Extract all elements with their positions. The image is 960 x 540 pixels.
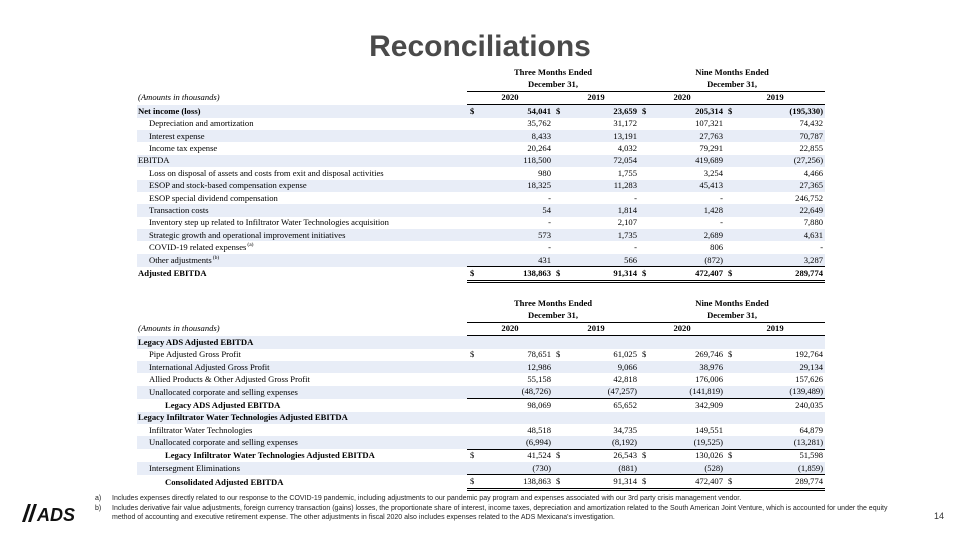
currency-symbol (639, 361, 653, 373)
value-cell: 342,909 (653, 399, 725, 412)
currency-symbol: $ (553, 267, 567, 281)
currency-symbol: $ (725, 267, 739, 281)
currency-symbol (725, 386, 739, 399)
footnote-text: Includes derivative fair value adjustments, foreign currency transaction (gains) losses, the proportionate share of interest, income taxes, depreciation and amortization related to the South American Joint Venture, which is accounted for under the equity method of accounting and executive retirement expense. The other adjustments in fiscal 2020 also includes expenses related to the ADS Mexicana's investigation. (112, 505, 888, 521)
value-cell: 79,291 (699, 143, 724, 154)
currency-symbol (553, 462, 567, 475)
row-label: Pipe Adjusted Gross Profit (149, 349, 241, 360)
value-cell: (139,489) (739, 386, 825, 399)
currency-symbol (553, 424, 567, 436)
table-row (137, 386, 825, 399)
value-cell: 18,325 (481, 180, 553, 192)
table-row (137, 229, 825, 241)
currency-symbol (725, 361, 739, 373)
amounts-note: (Amounts in thousands) (138, 323, 220, 334)
value-cell: (195,330) (739, 105, 825, 118)
value-cell: 107,321 (695, 118, 724, 129)
currency-symbol (639, 424, 653, 436)
footnote-b (95, 504, 905, 522)
value-cell: 4,466 (803, 167, 824, 178)
table-row (137, 412, 825, 424)
header-three-months: Three Months Ended (513, 297, 593, 308)
currency-symbol (725, 192, 739, 204)
currency-symbol (467, 229, 481, 241)
value-cell: 29,134 (739, 361, 825, 373)
value-cell: 61,025 (613, 349, 638, 360)
currency-symbol (467, 155, 481, 167)
value-cell: - (634, 192, 638, 203)
value-cell: (1,859) (739, 462, 825, 475)
header-year: 2020 (467, 322, 553, 335)
value-cell: 8,433 (481, 130, 553, 142)
currency-symbol (553, 217, 567, 229)
currency-symbol (553, 399, 567, 412)
value-cell (567, 336, 639, 349)
value-cell: 54,041 (481, 105, 553, 118)
value-cell: 419,689 (653, 155, 725, 167)
value-cell: (881) (567, 462, 639, 475)
currency-symbol: $ (470, 349, 475, 360)
header-year: 2019 (725, 91, 825, 104)
value-cell: - (720, 217, 724, 228)
currency-symbol (467, 130, 481, 142)
header-year: 2019 (553, 91, 639, 104)
currency-symbol (725, 373, 739, 385)
table-row (137, 180, 825, 192)
table-row (137, 204, 825, 216)
currency-symbol: $ (725, 105, 739, 118)
currency-symbol (467, 142, 481, 154)
currency-symbol (639, 118, 653, 130)
footnote-a (95, 494, 905, 503)
currency-symbol (553, 386, 567, 399)
currency-symbol (553, 254, 567, 267)
value-cell: (27,256) (739, 155, 825, 167)
row-label: Depreciation and amortization (149, 118, 254, 129)
currency-symbol (553, 192, 567, 204)
header-year: 2020 (639, 322, 725, 335)
currency-symbol (639, 254, 653, 267)
currency-symbol (639, 180, 653, 192)
currency-symbol (725, 180, 739, 192)
currency-symbol (467, 192, 481, 204)
currency-symbol (553, 180, 567, 192)
currency-symbol (467, 361, 481, 373)
value-cell: 34,735 (613, 424, 638, 435)
value-cell: 806 (710, 242, 724, 253)
currency-symbol (467, 336, 481, 349)
value-cell: 289,774 (739, 475, 825, 489)
table-row (137, 424, 825, 436)
currency-symbol (467, 399, 481, 412)
value-cell: - (820, 242, 824, 253)
currency-symbol (553, 130, 567, 142)
value-cell: 91,314 (567, 475, 639, 489)
value-cell: 289,774 (739, 267, 825, 281)
value-cell: 4,631 (739, 229, 825, 241)
currency-symbol (725, 424, 739, 436)
value-cell: 472,407 (653, 475, 725, 489)
currency-symbol (467, 204, 481, 216)
value-cell: 22,649 (739, 204, 825, 216)
currency-symbol: $ (725, 449, 739, 462)
value-cell: 27,763 (653, 130, 725, 142)
value-cell: 20,264 (527, 143, 551, 154)
table-row (137, 118, 825, 130)
footnote-ref: (b) (212, 254, 220, 261)
currency-symbol (467, 424, 481, 436)
currency-symbol: $ (467, 475, 481, 489)
value-cell: (730) (481, 462, 553, 475)
value-cell: (48,726) (481, 386, 553, 399)
currency-symbol (553, 373, 567, 385)
currency-symbol: $ (728, 349, 733, 360)
value-cell: 54 (481, 204, 553, 216)
table-row (137, 475, 825, 489)
header-period: December 31, (467, 309, 639, 322)
value-cell: 240,035 (739, 399, 825, 412)
currency-symbol (553, 229, 567, 241)
currency-symbol (639, 142, 653, 154)
value-cell: 70,787 (739, 130, 825, 142)
currency-symbol (639, 386, 653, 399)
value-cell: (6,994) (481, 436, 553, 449)
value-cell: 42,818 (613, 374, 638, 385)
currency-symbol: $ (639, 105, 653, 118)
table-row (137, 373, 825, 385)
currency-symbol: $ (556, 349, 561, 360)
currency-symbol (467, 118, 481, 130)
row-label: Infiltrator Water Technologies (149, 424, 253, 435)
value-cell: 38,976 (653, 361, 725, 373)
row-label: Legacy ADS Adjusted EBITDA (165, 399, 281, 410)
value-cell: 55,158 (527, 374, 551, 385)
currency-symbol (725, 241, 739, 253)
table-row (137, 167, 825, 179)
row-label: Unallocated corporate and selling expenses (137, 386, 467, 399)
value-cell: 12,986 (481, 361, 553, 373)
value-cell: 176,006 (695, 374, 724, 385)
currency-symbol: $ (553, 475, 567, 489)
currency-symbol (725, 436, 739, 449)
currency-symbol: $ (467, 267, 481, 281)
value-cell: 980 (538, 167, 551, 178)
currency-symbol (553, 142, 567, 154)
currency-symbol (467, 241, 481, 253)
value-cell: 472,407 (653, 267, 725, 281)
currency-symbol (467, 386, 481, 399)
reconciliation-table-segments (137, 297, 825, 491)
value-cell: 3,254 (703, 167, 724, 178)
value-cell (567, 412, 639, 424)
currency-symbol (725, 412, 739, 424)
value-cell: 269,746 (695, 349, 724, 360)
header-year: 2020 (639, 91, 725, 104)
currency-symbol (467, 217, 481, 229)
currency-symbol (725, 142, 739, 154)
currency-symbol: $ (642, 349, 647, 360)
table-row (137, 449, 825, 462)
value-cell: 91,314 (567, 267, 639, 281)
currency-symbol (467, 412, 481, 424)
currency-symbol (553, 412, 567, 424)
table-row (137, 105, 825, 118)
row-label: Adjusted EBITDA (138, 268, 207, 279)
table-row (137, 130, 825, 142)
currency-symbol: $ (725, 475, 739, 489)
currency-symbol (553, 241, 567, 253)
currency-symbol (639, 167, 653, 179)
value-cell: 22,855 (799, 143, 824, 154)
value-cell: 573 (481, 229, 553, 241)
currency-symbol (553, 204, 567, 216)
row-label: Strategic growth and operational improvement initiatives (137, 229, 467, 241)
table-row (137, 349, 825, 361)
value-cell: 2,107 (617, 217, 638, 228)
row-label: Unallocated corporate and selling expenses (137, 436, 467, 449)
value-cell: 48,518 (527, 424, 551, 435)
logo-text: ADS (37, 505, 76, 525)
footnote-ref: (a) (247, 242, 254, 249)
currency-symbol (553, 118, 567, 130)
row-label: Interest expense (137, 130, 467, 142)
currency-symbol (725, 399, 739, 412)
value-cell: 2,689 (653, 229, 725, 241)
value-cell (481, 412, 553, 424)
value-cell: 1,428 (653, 204, 725, 216)
value-cell: (141,819) (653, 386, 725, 399)
header-year: 2020 (467, 91, 553, 104)
value-cell: 3,287 (739, 254, 825, 267)
currency-symbol (725, 130, 739, 142)
value-cell: 74,432 (799, 118, 824, 129)
header-year: 2019 (725, 322, 825, 335)
currency-symbol (639, 336, 653, 349)
value-cell: 205,314 (653, 105, 725, 118)
value-cell: 9,066 (567, 361, 639, 373)
currency-symbol (725, 204, 739, 216)
currency-symbol (553, 155, 567, 167)
value-cell: 26,543 (567, 449, 639, 462)
currency-symbol: $ (467, 449, 481, 462)
footnote-letter: b) (95, 505, 102, 512)
value-cell: (8,192) (567, 436, 639, 449)
value-cell: 1,755 (617, 167, 638, 178)
value-cell: 130,026 (653, 449, 725, 462)
value-cell: 31,172 (613, 118, 638, 129)
table-row (137, 217, 825, 229)
header-year: 2019 (553, 322, 639, 335)
value-cell: - (548, 217, 551, 228)
table-row (137, 142, 825, 154)
table-row (137, 361, 825, 373)
row-label: Income tax expense (149, 143, 218, 154)
value-cell: - (548, 192, 551, 203)
currency-symbol (553, 361, 567, 373)
value-cell: 27,365 (739, 180, 825, 192)
currency-symbol (639, 399, 653, 412)
reconciliation-table-net-income (137, 66, 825, 283)
currency-symbol (639, 204, 653, 216)
amounts-note: (Amounts in thousands) (138, 92, 220, 103)
row-label: COVID-19 related expenses$^{(a)}$ (149, 242, 254, 253)
value-cell: (47,257) (567, 386, 639, 399)
row-label: EBITDA (137, 155, 467, 167)
value-cell: 566 (567, 254, 639, 267)
row-label: Loss on disposal of assets and costs from exit and disposal activities (149, 167, 384, 178)
header-period: December 31, (467, 78, 639, 91)
row-label: Consolidated Adjusted EBITDA (165, 476, 284, 487)
table-row (137, 399, 825, 412)
row-label: Allied Products & Other Adjusted Gross Profit (149, 374, 310, 385)
table-row (137, 155, 825, 167)
currency-symbol: $ (553, 105, 567, 118)
currency-symbol: $ (467, 105, 481, 118)
value-cell: 13,191 (567, 130, 639, 142)
value-cell: (872) (653, 254, 725, 267)
value-cell: 45,413 (653, 180, 725, 192)
row-label: International Adjusted Gross Profit (137, 361, 467, 373)
row-label: Legacy Infiltrator Water Technologies Adjusted EBITDA (137, 412, 467, 424)
row-label: ESOP special dividend compensation (149, 192, 278, 203)
value-cell: 4,032 (617, 143, 638, 154)
value-cell: (19,525) (653, 436, 725, 449)
table-row (137, 192, 825, 204)
value-cell: 64,879 (799, 424, 824, 435)
header-period: December 31, (639, 309, 825, 322)
value-cell (739, 336, 825, 349)
currency-symbol (725, 167, 739, 179)
value-cell: 23,659 (567, 105, 639, 118)
row-label: ESOP and stock-based compensation expense (137, 180, 467, 192)
row-label: Legacy ADS Adjusted EBITDA (137, 336, 467, 349)
value-cell: 65,652 (567, 399, 639, 412)
value-cell: (528) (653, 462, 725, 475)
value-cell: 246,752 (795, 192, 824, 203)
value-cell: - (634, 242, 638, 253)
currency-symbol (639, 155, 653, 167)
currency-symbol (725, 462, 739, 475)
currency-symbol (725, 118, 739, 130)
table-row (137, 336, 825, 349)
value-cell: 1,814 (567, 204, 639, 216)
value-cell: 78,651 (527, 349, 551, 360)
row-label: Inventory step up related to Infiltrator Water Technologies acquisition (149, 217, 389, 228)
currency-symbol (639, 436, 653, 449)
value-cell: - (720, 192, 724, 203)
value-cell (739, 412, 825, 424)
currency-symbol: $ (639, 475, 653, 489)
currency-symbol (639, 373, 653, 385)
value-cell: 138,863 (481, 475, 553, 489)
value-cell: 149,551 (695, 424, 724, 435)
currency-symbol (725, 155, 739, 167)
value-cell: (13,281) (739, 436, 825, 449)
ads-logo (20, 500, 86, 526)
value-cell: 1,735 (567, 229, 639, 241)
header-nine-months: Nine Months Ended (695, 297, 769, 308)
currency-symbol (725, 229, 739, 241)
table-row (137, 436, 825, 449)
currency-symbol (467, 373, 481, 385)
value-cell: - (548, 242, 551, 253)
currency-symbol (725, 217, 739, 229)
value-cell (481, 336, 553, 349)
value-cell: 35,762 (527, 118, 551, 129)
value-cell: 431 (481, 254, 553, 267)
value-cell: 192,764 (795, 349, 824, 360)
currency-symbol (467, 167, 481, 179)
value-cell: 11,283 (567, 180, 639, 192)
header-nine-months: Nine Months Ended (695, 66, 769, 77)
value-cell: 7,880 (803, 217, 824, 228)
footnote-text: Includes expenses directly related to our response to the COVID-19 pandemic, including adjustments to our pandemic pay program and expenses associated with our 3rd party crisis management vendor. (112, 495, 742, 502)
currency-symbol (639, 130, 653, 142)
row-label: Intersegment Eliminations (137, 462, 467, 475)
currency-symbol (639, 462, 653, 475)
currency-symbol: $ (553, 449, 567, 462)
currency-symbol (553, 167, 567, 179)
currency-symbol (553, 436, 567, 449)
table-row (137, 241, 825, 253)
header-period: December 31, (639, 78, 825, 91)
currency-symbol (639, 412, 653, 424)
footnote-letter: a) (95, 495, 102, 502)
currency-symbol (467, 254, 481, 267)
currency-symbol: $ (639, 449, 653, 462)
page-title: Reconciliations (369, 30, 591, 63)
value-cell: 138,863 (481, 267, 553, 281)
currency-symbol (467, 180, 481, 192)
value-cell: 51,598 (739, 449, 825, 462)
currency-symbol (725, 336, 739, 349)
value-cell: 118,500 (481, 155, 553, 167)
table-row (137, 462, 825, 475)
currency-symbol (467, 462, 481, 475)
row-label: Transaction costs (137, 204, 467, 216)
row-label: Other adjustments$^{(b)}$ (137, 254, 467, 267)
value-cell (653, 412, 725, 424)
value-cell: 72,054 (567, 155, 639, 167)
value-cell: 98,069 (481, 399, 553, 412)
currency-symbol (553, 336, 567, 349)
currency-symbol (639, 217, 653, 229)
currency-symbol (639, 192, 653, 204)
currency-symbol: $ (639, 267, 653, 281)
table-row (137, 254, 825, 267)
value-cell (653, 336, 725, 349)
header-three-months: Three Months Ended (513, 66, 593, 77)
row-label: Legacy Infiltrator Water Technologies Adjusted EBITDA (165, 450, 375, 461)
value-cell: 157,626 (795, 374, 824, 385)
table-row (137, 267, 825, 281)
currency-symbol (467, 436, 481, 449)
page-number: 14 (933, 511, 944, 521)
currency-symbol (639, 229, 653, 241)
row-label: Net income (loss) (137, 105, 467, 118)
currency-symbol (725, 254, 739, 267)
value-cell: 41,524 (481, 449, 553, 462)
currency-symbol (639, 241, 653, 253)
